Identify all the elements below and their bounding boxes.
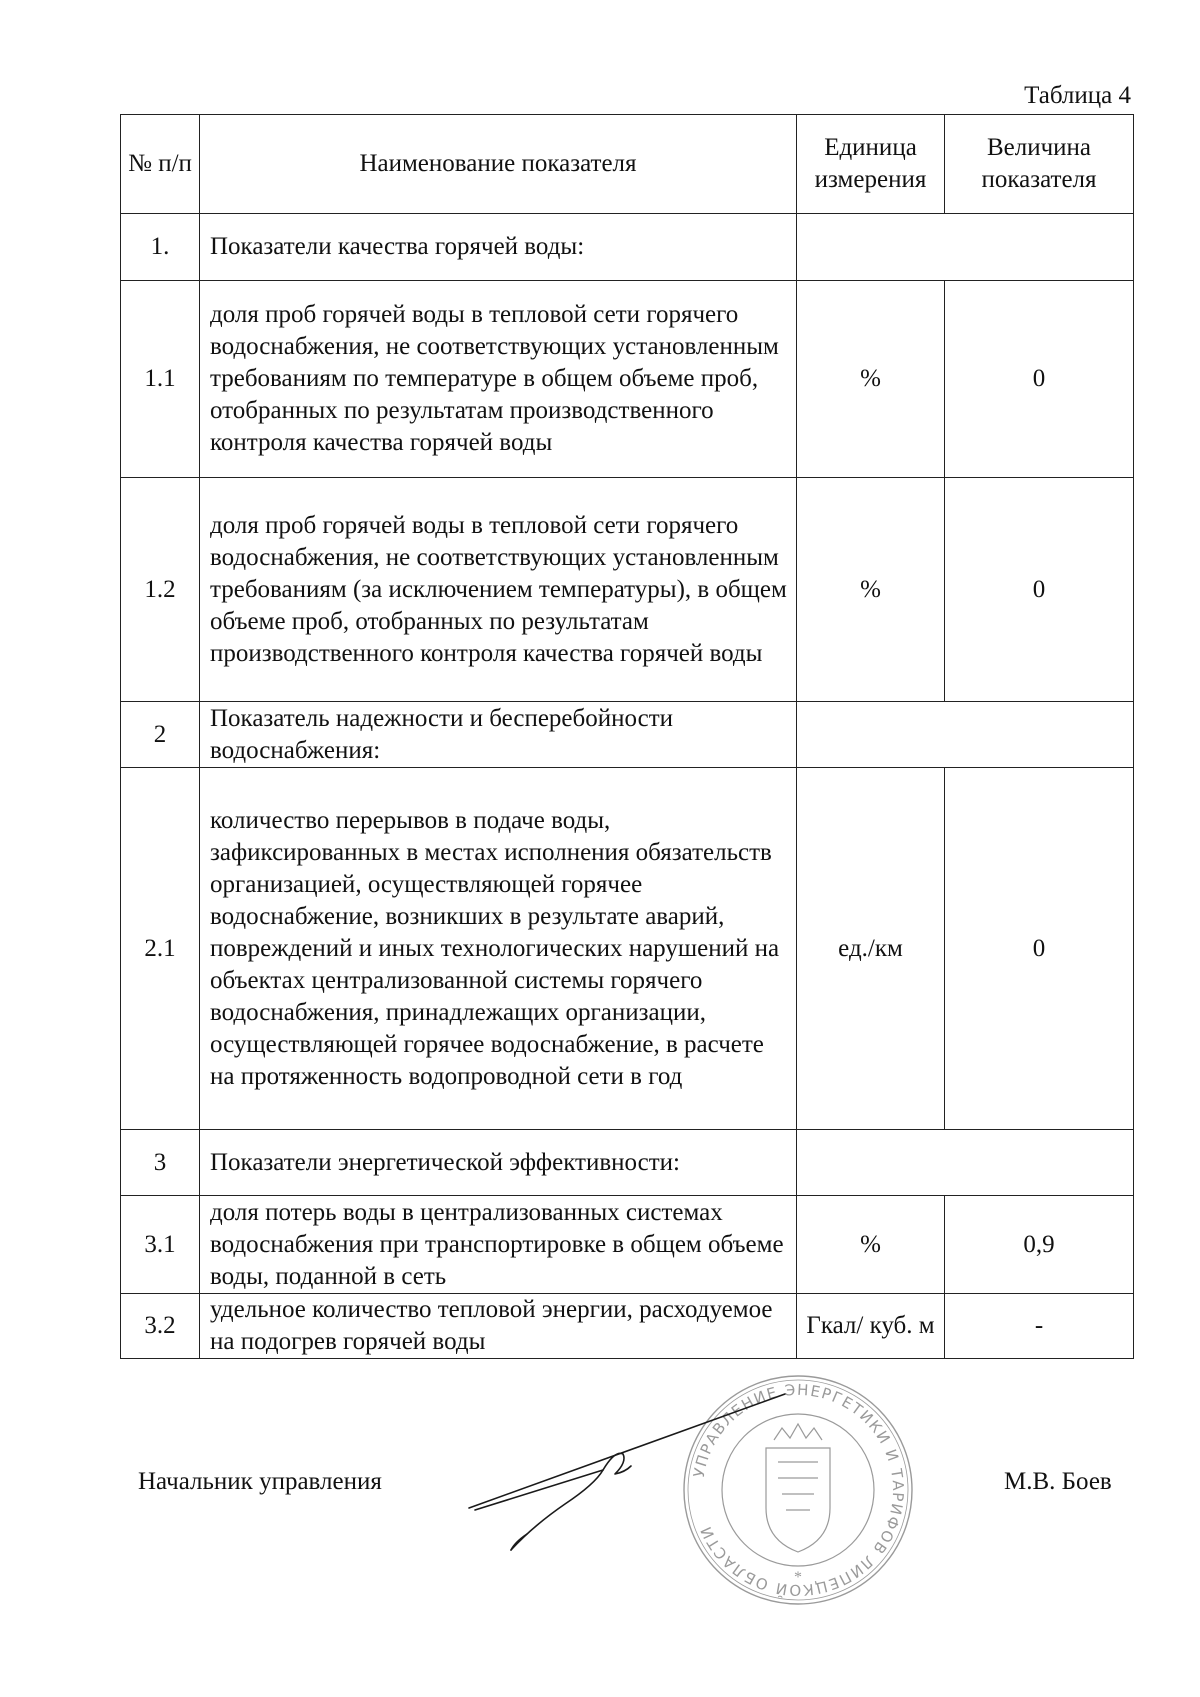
row-name: доля проб горячей воды в тепловой сети горячего водоснабжения, не соответствующих установленным требованиям по температуре в общем объеме проб, отобранных по результатам производственного контроля качества горячей воды	[200, 281, 797, 478]
row-num: 3	[121, 1130, 200, 1196]
stamp-star-icon: *	[794, 1569, 802, 1586]
row-empty	[797, 1130, 1134, 1196]
table-row	[121, 478, 1134, 702]
row-name: удельное количество тепловой энергии, расходуемое на подогрев горячей воды	[200, 1294, 797, 1359]
header-unit: Единица измерения	[797, 115, 945, 214]
table-row	[121, 1294, 1134, 1359]
row-num: 3.1	[121, 1196, 200, 1294]
row-name: доля потерь воды в централизованных системах водоснабжения при транспортировке в общем объеме воды, поданной в сеть	[200, 1196, 797, 1294]
signer-title: Начальник управления	[138, 1468, 382, 1495]
row-name: Показатели качества горячей воды:	[200, 214, 797, 281]
row-value: 0	[945, 768, 1134, 1130]
header-value: Величина показателя	[945, 115, 1134, 214]
table-row	[121, 1196, 1134, 1294]
row-unit: %	[797, 1196, 945, 1294]
row-num: 1.1	[121, 281, 200, 478]
handwritten-signature	[455, 1380, 795, 1570]
row-name: Показатель надежности и бесперебойности водоснабжения:	[200, 702, 797, 768]
row-unit: ед./км	[797, 768, 945, 1130]
table-row	[121, 768, 1134, 1130]
row-empty	[797, 214, 1134, 281]
row-value: 0,9	[945, 1196, 1134, 1294]
table-row	[121, 214, 1134, 281]
row-num: 1.2	[121, 478, 200, 702]
row-unit: %	[797, 478, 945, 702]
row-name: доля проб горячей воды в тепловой сети горячего водоснабжения, не соответствующих установленным требованиям (за исключением температуры), в общем объеме проб, отобранных по результатам производственного контроля качества горячей воды	[200, 478, 797, 702]
row-num: 2	[121, 702, 200, 768]
row-value: -	[945, 1294, 1134, 1359]
header-name: Наименование показателя	[200, 115, 797, 214]
row-name: количество перерывов в подаче воды, зафиксированных в местах исполнения обязательств организацией, осуществляющей горячее водоснабжение, возникших в результате аварий, повреждений и иных технологических нарушений на объектах централизованной системы горячего водоснабжения, принадлежащих организации, осуществляющей горячее водоснабжение, в расчете на протяженность водопроводной сети в год	[200, 768, 797, 1130]
indicators-table	[120, 114, 1134, 1359]
row-num: 2.1	[121, 768, 200, 1130]
table-row	[121, 281, 1134, 478]
row-empty	[797, 702, 1134, 768]
row-num: 1.	[121, 214, 200, 281]
row-value: 0	[945, 281, 1134, 478]
row-name: Показатели энергетической эффективности:	[200, 1130, 797, 1196]
row-unit: %	[797, 281, 945, 478]
row-num: 3.2	[121, 1294, 200, 1359]
row-unit: Гкал/ куб. м	[797, 1294, 945, 1359]
row-value: 0	[945, 478, 1134, 702]
stamp-ring-text: УПРАВЛЕНИЕ ЭНЕРГЕТИКИ И ТАРИФОВ ЛИПЕЦКОЙ ОБЛАСТИ	[689, 1380, 908, 1600]
signer-name: М.В. Боев	[1004, 1468, 1112, 1495]
table-row	[121, 702, 1134, 768]
table-row	[121, 1130, 1134, 1196]
table-header-row	[121, 115, 1134, 214]
table-caption: Таблица 4	[1024, 82, 1131, 109]
header-num: № п/п	[121, 115, 200, 214]
